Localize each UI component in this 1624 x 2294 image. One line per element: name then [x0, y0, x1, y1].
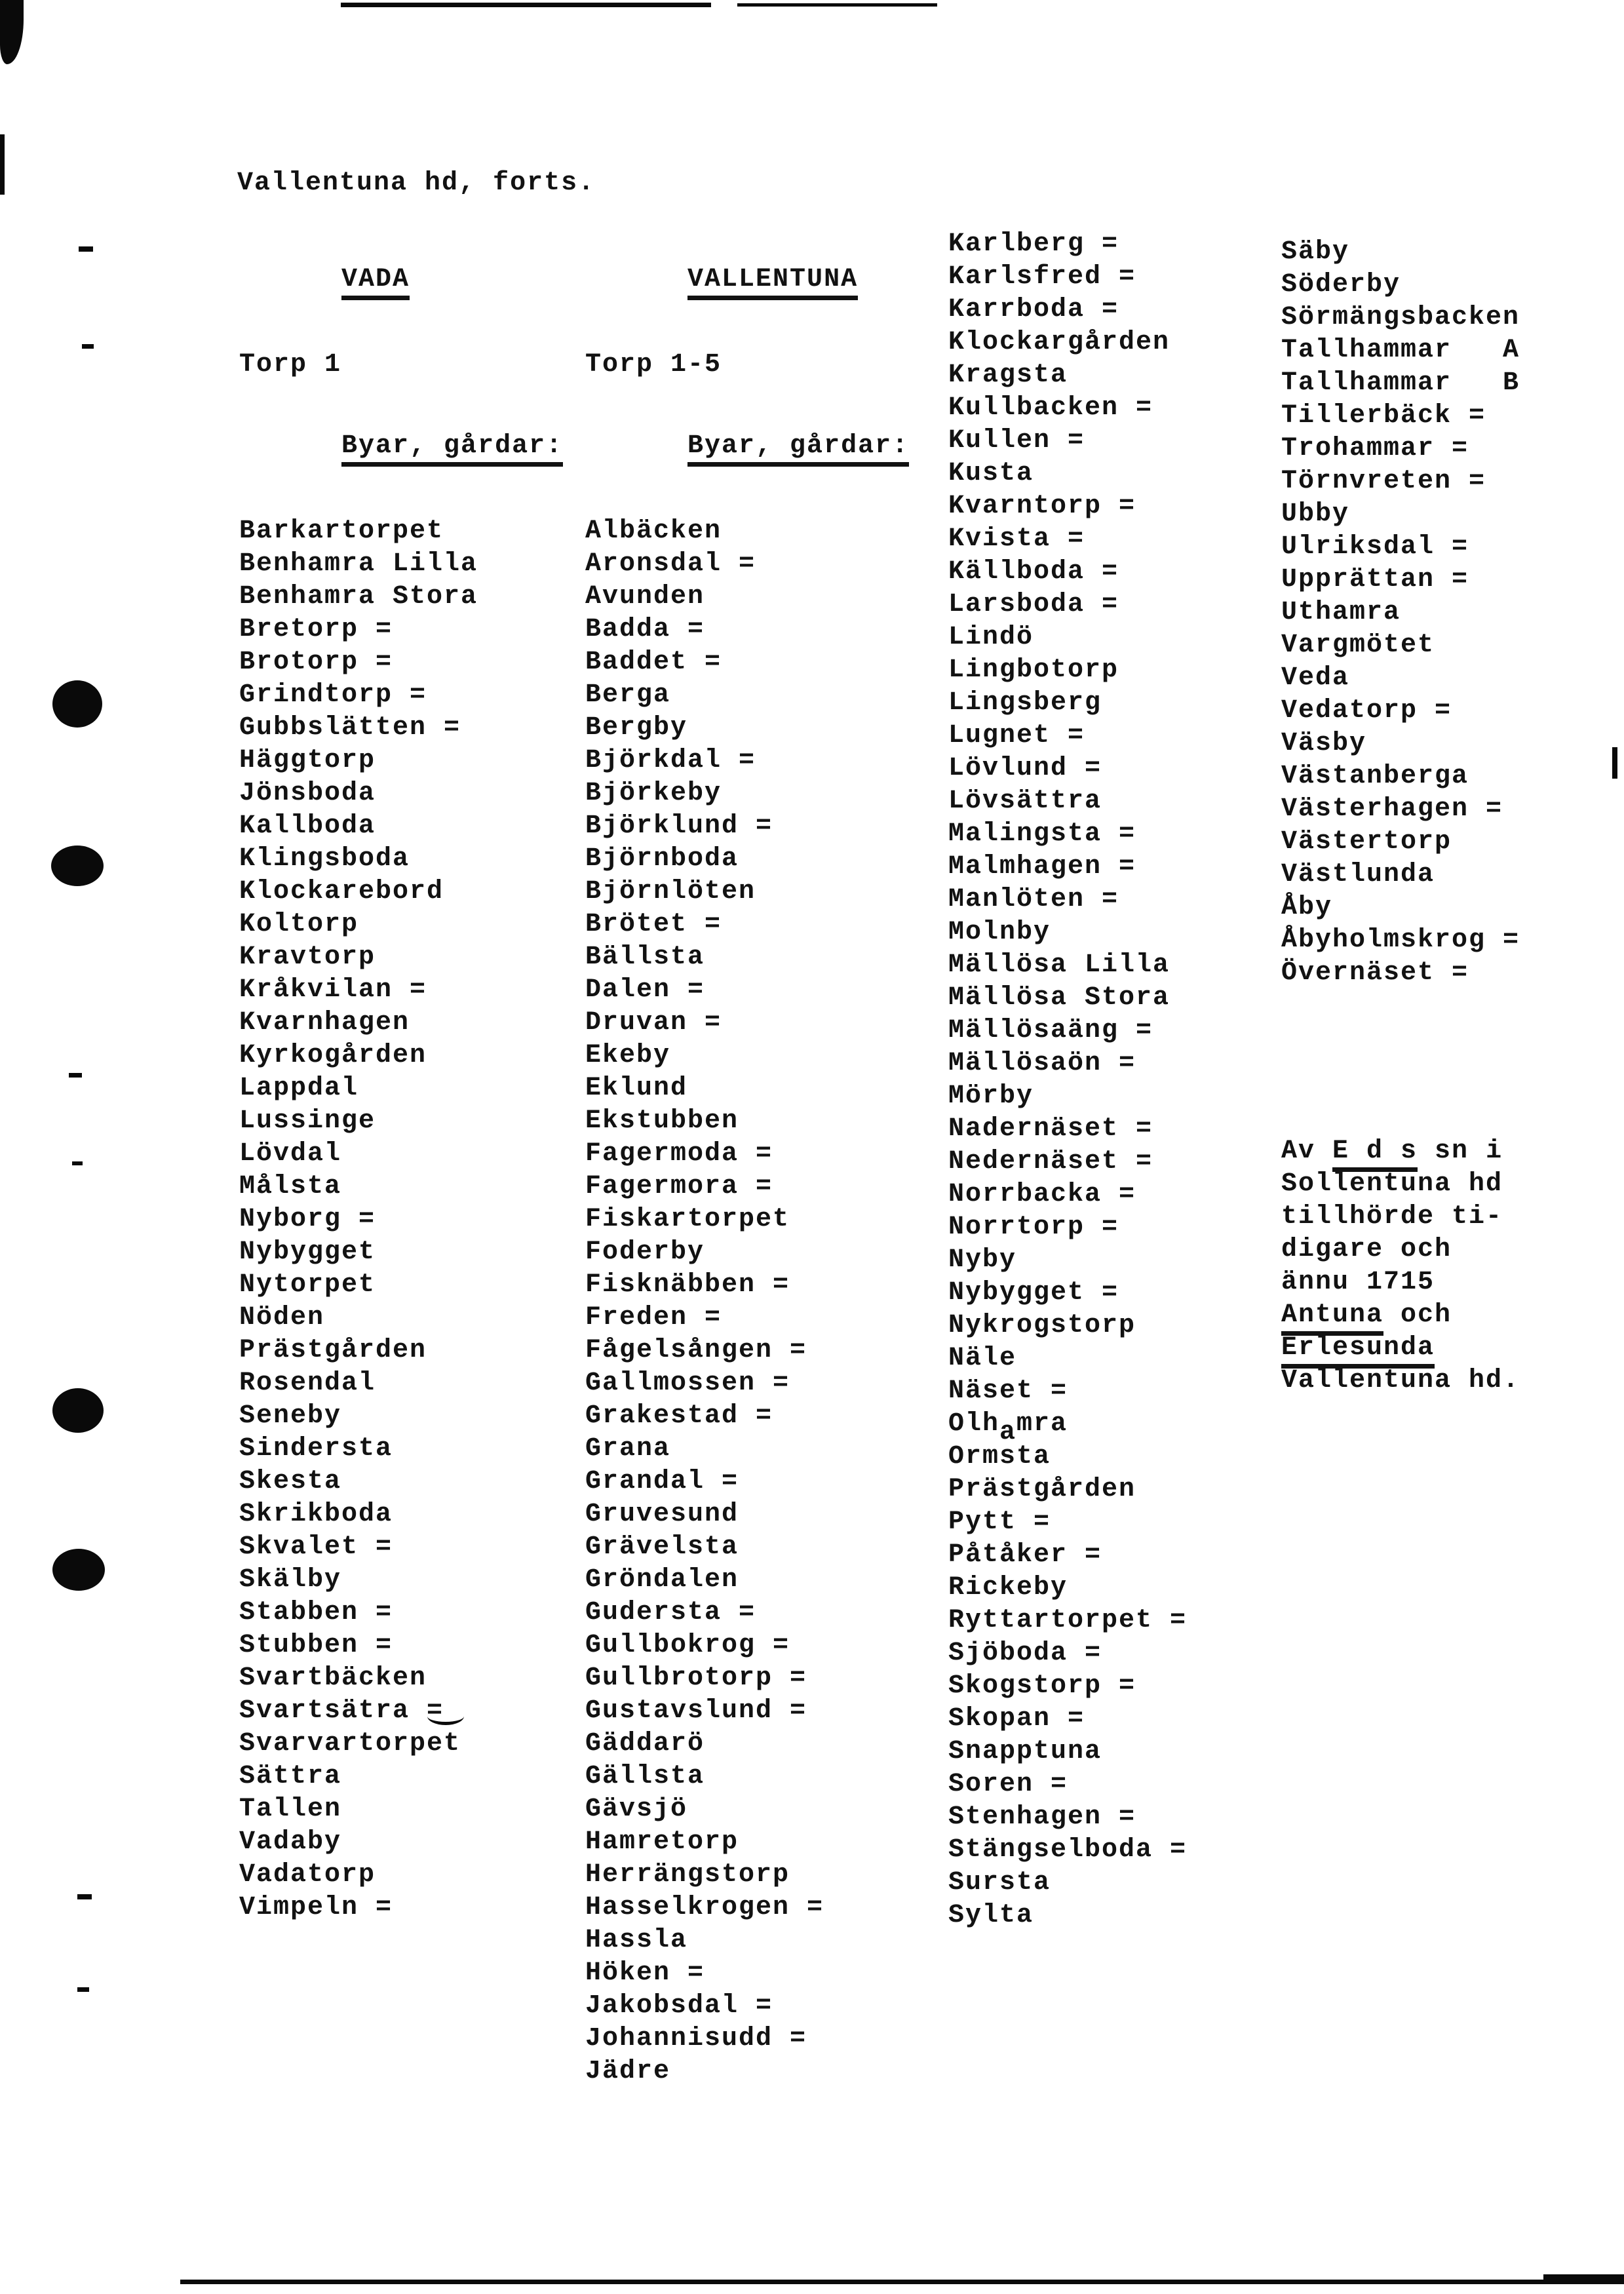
place-name: Grakestad = [585, 1401, 773, 1431]
place-name: Skvalet = [239, 1532, 393, 1562]
place-name: Källboda = [948, 557, 1119, 587]
note-line: Vallentuna hd. [1281, 1366, 1520, 1395]
place-name: Lussinge [239, 1106, 376, 1136]
place-name: Malingsta = [948, 819, 1136, 849]
place-name: Västanberga [1281, 762, 1469, 791]
place-name: Kragsta [948, 360, 1068, 390]
place-name: Vadaby [239, 1827, 342, 1857]
place-name: Åbyholmskrog = [1281, 925, 1520, 955]
place-name: Vimpeln = [239, 1893, 393, 1922]
note-line: tillhörde ti- [1281, 1202, 1503, 1232]
place-name: Grävelsta [585, 1532, 739, 1562]
place-name: Nybygget [239, 1237, 376, 1267]
note-line: Erlesunda [1281, 1332, 1520, 1365]
place-list-vada [239, 515, 563, 1924]
scan-artifact-top-line [341, 3, 711, 7]
place-name: Brötet = [585, 910, 722, 939]
place-name: Kallboda [239, 811, 376, 841]
scan-artifact-dash [77, 1987, 89, 1992]
place-name: Skogstorp = [948, 1671, 1136, 1701]
place-name: Veda [1281, 663, 1350, 693]
place-name: Häggtorp [239, 746, 376, 775]
place-name: Seneby [239, 1401, 342, 1431]
place-name: Foderby [585, 1237, 705, 1267]
place-name: Gällsta [585, 1762, 705, 1791]
place-name: Badda = [585, 615, 705, 644]
place-name: Skrikboda [239, 1500, 393, 1529]
place-name: Skälby [239, 1565, 342, 1595]
place-name: Upprättan = [1281, 565, 1469, 594]
place-name: Ulriksdal = [1281, 532, 1469, 562]
scan-artifact-blob [52, 1388, 104, 1433]
note-line: ännu 1715 [1281, 1268, 1435, 1297]
place-name: Albäcken [585, 516, 722, 546]
place-name: Eklund [585, 1074, 688, 1103]
page-title: Vallentuna hd, forts. [237, 168, 596, 198]
note-line: Antuna och [1281, 1299, 1520, 1332]
place-name: Fiskartorpet [585, 1205, 790, 1234]
place-name: Skopan = [948, 1704, 1085, 1734]
place-name: Hamretorp [585, 1827, 739, 1857]
historical-note [1281, 1135, 1520, 1397]
place-name: Lövlund = [948, 754, 1102, 783]
place-name: Kvista = [948, 524, 1085, 554]
place-name: Fisknäbben = [585, 1270, 790, 1300]
place-name: Bretorp = [239, 615, 393, 644]
place-name: Gallmossen = [585, 1369, 790, 1398]
column-vada [239, 231, 563, 1924]
place-name: Stängselboda = [948, 1835, 1188, 1865]
place-name: Sylta [948, 1901, 1034, 1930]
place-name: Klockarebord [239, 877, 444, 906]
place-name: Benhamra Lilla [239, 549, 478, 579]
place-name: Freden = [585, 1303, 722, 1332]
place-name: Gubbslätten = [239, 713, 461, 743]
place-name: Sindersta [239, 1434, 393, 1464]
place-name: Ekeby [585, 1041, 671, 1070]
place-name: Stenhagen = [948, 1802, 1136, 1832]
column-vallentuna-continued-2 [1281, 236, 1520, 990]
place-name: Avunden [585, 582, 705, 612]
byar-gardar-label [239, 397, 563, 496]
place-name: Karlberg = [948, 229, 1119, 259]
place-name: Jakobsdal = [585, 1991, 773, 2021]
place-name: Pytt = [948, 1507, 1051, 1537]
place-name: Mällösa Stora [948, 983, 1170, 1013]
scan-artifact-dash [72, 1161, 83, 1165]
place-name: Tallhammar B [1281, 368, 1520, 398]
place-name: Kråkvilan = [239, 975, 427, 1005]
scan-artifact-dash [79, 246, 93, 252]
place-name: Manlöten = [948, 885, 1119, 914]
place-name: Kullbacken = [948, 393, 1153, 423]
place-name: Lindö [948, 623, 1034, 652]
place-name: Säby [1281, 237, 1350, 267]
place-name: Nyby [948, 1245, 1017, 1275]
place-name: Gullbrotorp = [585, 1663, 807, 1693]
place-name: Skesta [239, 1467, 342, 1496]
note-line: Av E d s sn i [1281, 1135, 1520, 1168]
place-name: Västerhagen = [1281, 794, 1503, 824]
place-name: Björnboda [585, 844, 739, 874]
place-list-continued [948, 228, 1187, 1932]
place-name: Kvarnhagen [239, 1008, 410, 1038]
place-name: Gäddarö [585, 1729, 705, 1759]
place-name: Lövdal [239, 1139, 342, 1169]
scan-artifact-blob [51, 846, 104, 886]
place-name: Tallhammar A [1281, 336, 1520, 365]
place-name: Druvan = [585, 1008, 722, 1038]
place-name: Bällsta [585, 943, 705, 972]
place-name: Norrtorp = [948, 1213, 1119, 1242]
place-name: Ekstubben [585, 1106, 739, 1136]
place-name: Bergby [585, 713, 688, 743]
place-name: Björkdal = [585, 746, 756, 775]
scan-artifact-edge-line [0, 134, 5, 195]
place-name: Lövsättra [948, 787, 1102, 816]
place-name: Hasselkrogen = [585, 1893, 824, 1922]
place-name: Törnvreten = [1281, 467, 1486, 496]
scan-artifact-bottom-mark [1543, 2274, 1624, 2284]
place-name: Nedernäset = [948, 1147, 1153, 1176]
byar-gardar-text: Byar, gårdar: [687, 431, 909, 467]
place-name: Björnlöten [585, 877, 756, 906]
place-name: Nyborg = [239, 1205, 376, 1234]
place-name: Lingsberg [948, 688, 1102, 718]
place-name: Rosendal [239, 1369, 376, 1398]
place-name: Benhamra Stora [239, 582, 478, 612]
place-name: Mällösaäng = [948, 1016, 1153, 1045]
note-line: Sollentuna hd [1281, 1169, 1503, 1199]
place-name: Söderby [1281, 270, 1401, 300]
scan-artifact-dash [82, 344, 94, 349]
place-name: Kvarntorp = [948, 492, 1136, 521]
place-name: Björkeby [585, 779, 722, 808]
place-list-continued [1281, 236, 1520, 990]
parish-heading-text: VALLENTUNA [687, 265, 858, 300]
scan-artifact-dash [77, 1894, 92, 1899]
place-name: Gullbokrog = [585, 1631, 790, 1660]
place-name: Molnby [948, 918, 1051, 947]
scan-artifact-edge-mark [1612, 747, 1617, 779]
place-name: Lappdal [239, 1074, 359, 1103]
place-name: Väsby [1281, 729, 1367, 758]
place-name: Västertorp [1281, 827, 1452, 857]
place-name: Fagermora = [585, 1172, 773, 1201]
byar-gardar-text: Byar, gårdar: [341, 431, 563, 467]
note-line: digare och [1281, 1235, 1452, 1264]
scan-artifact-bottom-line [180, 2280, 1624, 2284]
place-name: Klockargården [948, 328, 1170, 357]
place-name: Nadernäset = [948, 1114, 1153, 1144]
place-name: Norrbacka = [948, 1180, 1136, 1209]
place-name: Johannisudd = [585, 2024, 807, 2053]
place-name: Fagermoda = [585, 1139, 773, 1169]
parish-heading-text: VADA [341, 265, 410, 300]
place-name: Nykrogstorp [948, 1311, 1136, 1340]
place-name: Nytorpet [239, 1270, 376, 1300]
place-name: Prästgården [239, 1336, 427, 1365]
place-name: Kyrkogården [239, 1041, 427, 1070]
parish-heading [239, 231, 563, 329]
place-name: Klingsboda [239, 844, 410, 874]
scan-artifact-dash [69, 1073, 82, 1078]
place-name: Jönsboda [239, 779, 376, 808]
note-lines [1281, 1135, 1520, 1397]
place-name: Åby [1281, 893, 1333, 922]
place-name: Aronsdal = [585, 549, 756, 579]
place-name: Mällösaön = [948, 1049, 1136, 1078]
place-name: Grandal = [585, 1467, 739, 1496]
place-name: Målsta [239, 1172, 342, 1201]
scan-artifact-corner-blob [0, 0, 24, 64]
place-name: Gröndalen [585, 1565, 739, 1595]
place-name: Soren = [948, 1770, 1068, 1799]
place-name: Uthamra [1281, 598, 1401, 627]
place-name: Gävsjö [585, 1795, 688, 1824]
place-name: Brotorp = [239, 648, 393, 677]
place-name: Påtåker = [948, 1540, 1102, 1570]
scan-artifact-blob [52, 1549, 105, 1591]
place-name: Björklund = [585, 811, 773, 841]
place-name: Barkartorpet [239, 516, 444, 546]
place-name: Vargmötet [1281, 631, 1435, 660]
place-name: Tillerbäck = [1281, 401, 1486, 431]
place-name: Grana [585, 1434, 671, 1464]
scan-artifact-blob [52, 680, 102, 728]
place-name: Prästgården [948, 1475, 1136, 1504]
place-name: Kusta [948, 459, 1034, 488]
place-name: Karlsfred = [948, 262, 1136, 292]
place-name: Sörmängsbacken [1281, 303, 1520, 332]
place-name: Övernäset = [1281, 958, 1469, 988]
place-name: Västlunda [1281, 860, 1435, 889]
place-name: Larsboda = [948, 590, 1119, 619]
place-name: Svartbäcken [239, 1663, 427, 1693]
place-name: Nöden [239, 1303, 325, 1332]
place-name: Gustavslund = [585, 1696, 807, 1726]
place-name: Vedatorp = [1281, 696, 1452, 726]
place-name: Ubby [1281, 499, 1350, 529]
place-name: Ryttartorpet = [948, 1606, 1188, 1635]
place-name: Grindtorp = [239, 680, 427, 710]
place-name: Mörby [948, 1081, 1034, 1111]
place-name: Herrängstorp [585, 1860, 790, 1890]
place-name: Mällösa Lilla [948, 950, 1170, 980]
place-name: Snapptuna [948, 1737, 1102, 1766]
column-vallentuna [585, 231, 909, 2088]
place-name: Tallen [239, 1795, 342, 1824]
place-name: Höken = [585, 1958, 705, 1988]
place-name: Fågelsången = [585, 1336, 807, 1365]
place-name: Lugnet = [948, 721, 1085, 750]
place-name: Jädre [585, 2057, 671, 2086]
place-name: Gudersta = [585, 1598, 756, 1627]
place-name: Malmhagen = [948, 852, 1136, 882]
place-name: Dalen = [585, 975, 705, 1005]
scan-artifact-top-line [737, 3, 937, 7]
place-name: Nybygget = [948, 1278, 1119, 1308]
place-name: Rickeby [948, 1573, 1068, 1603]
place-name: Hassla [585, 1926, 688, 1955]
place-name: Trohammar = [1281, 434, 1469, 463]
torp-label: Torp 1-5 [585, 350, 722, 379]
place-name: Sursta [948, 1868, 1051, 1897]
place-name: Kullen = [948, 426, 1085, 456]
place-name: Svartsätra = [239, 1696, 444, 1726]
place-name: Olhamra [948, 1409, 1068, 1447]
column-vallentuna-continued [948, 228, 1187, 1932]
place-name: Gruvesund [585, 1500, 739, 1529]
place-name: Sjöboda = [948, 1639, 1102, 1668]
place-name: Kravtorp [239, 943, 376, 972]
place-list-vallentuna [585, 515, 909, 2088]
place-name: Vadatorp [239, 1860, 376, 1890]
torp-label: Torp 1 [239, 350, 342, 379]
place-name: Svarvartorpet [239, 1729, 461, 1759]
place-name: Koltorp [239, 910, 359, 939]
place-name: Baddet = [585, 648, 722, 677]
place-name: Näle [948, 1344, 1017, 1373]
place-name: Berga [585, 680, 671, 710]
place-name: Lingbotorp [948, 655, 1119, 685]
place-name: Näset = [948, 1376, 1068, 1406]
byar-gardar-label [585, 397, 909, 496]
place-name: Karrboda = [948, 295, 1119, 324]
place-name: Ormsta [948, 1442, 1051, 1471]
place-name: Sättra [239, 1762, 342, 1791]
parish-heading [585, 231, 909, 329]
place-name: Stubben = [239, 1631, 393, 1660]
place-name: Stabben = [239, 1598, 393, 1627]
